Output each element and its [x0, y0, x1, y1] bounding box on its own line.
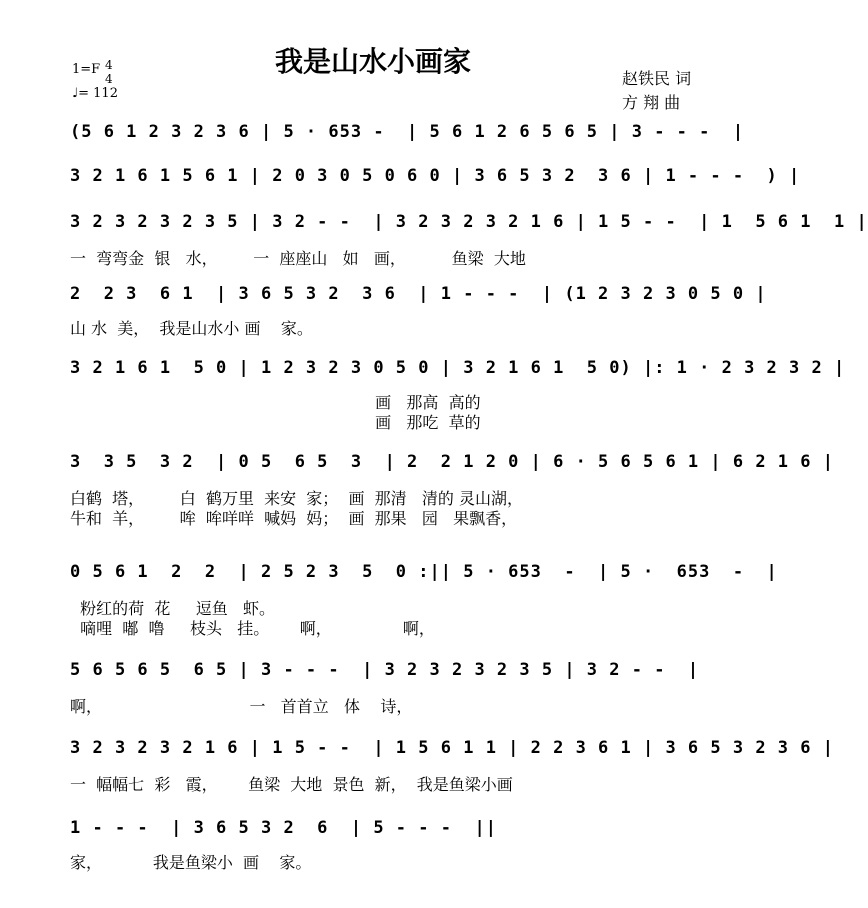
notation-row-6: 3 3 5 3 2 | 0 5 6 5 3 | 2 2 1 2 0 | 6 · 5 6 5 6 1 | 6 2 1 6 |: [70, 452, 834, 472]
lyrics-row-10: 家， 我是鱼梁小 画 家。: [70, 853, 312, 872]
time-signature: [105, 58, 113, 86]
lyrics-row-6-verse-1: 白鹤 塔， 白 鹤万里 来安 家； 画 那清 清的 灵山湖，: [70, 489, 523, 508]
lyrics-row-5-verse-1: 画 那高 高的: [70, 393, 481, 412]
notation-row-4: 2 2 3 6 1 | 3 6 5 3 2 3 6 | 1 - - - | (1 2 3 2 3 0 5 0 |: [70, 284, 767, 304]
notation-row-3: 3 2 3 2 3 2 3 5 | 3 2 - - | 3 2 3 2 3 2 1 6 | 1 5 - - | 1 5 6 1 1 |: [70, 212, 868, 232]
lyrics-row-5-verse-2: 画 那吃 草的: [70, 413, 481, 432]
lyrics-row-7-verse-1: 粉红的荷 花 逗鱼 虾。: [70, 599, 276, 618]
lyrics-row-3: 一 弯弯金 银 水， 一 座座山 如 画， 鱼梁 大地: [70, 249, 526, 268]
composer-credit: 方 翔 曲: [622, 93, 681, 112]
lyrics-row-9: 一 幅幅七 彩 霞， 鱼梁 大地 景色 新， 我是鱼梁小画: [70, 775, 513, 794]
lyrics-row-7-verse-2: 嘀哩 嘟 噜 枝头 挂。 啊， 啊，: [70, 619, 435, 638]
score-row-1: [70, 122, 745, 162]
time-signature-top: 4: [105, 58, 113, 72]
notation-row-9: 3 2 3 2 3 2 1 6 | 1 5 - - | 1 5 6 1 1 | 2 2 3 6 1 | 3 6 5 3 2 3 6 |: [70, 738, 834, 758]
notation-row-5: 3 2 1 6 1 5 0 | 1 2 3 2 3 0 5 0 | 3 2 1 6 1 5 0) |: 1 · 2 3 2 3 2 |: [70, 358, 846, 378]
lyricist-credit: 赵铁民 词: [622, 69, 692, 88]
key-signature: 1=F: [72, 62, 101, 77]
notation-row-1: (5 6 1 2 3 2 3 6 | 5 · 653 - | 5 6 1 2 6 5 6 5 | 3 - - - |: [70, 122, 745, 142]
notation-row-7: 0 5 6 1 2 2 | 2 5 2 3 5 0 :|| 5 · 653 - | 5 · 653 - |: [70, 562, 778, 582]
time-signature-bottom: 4: [105, 72, 113, 86]
notation-row-2: 3 2 1 6 1 5 6 1 | 2 0 3 0 5 0 6 0 | 3 6 5 3 2 3 6 | 1 - - - ) |: [70, 166, 801, 186]
score-row-2: [70, 166, 801, 206]
lyrics-row-4: 山 水 美， 我是山水小 画 家。: [70, 319, 313, 338]
lyrics-row-6-verse-2: 牛和 羊， 哞 哞咩咩 喊妈 妈； 画 那果 园 果飘香，: [70, 509, 518, 528]
tempo-marking: ♩= 112: [72, 86, 118, 101]
song-title: 我是山水小画家: [274, 45, 471, 78]
notation-row-8: 5 6 5 6 5 6 5 | 3 - - - | 3 2 3 2 3 2 3 5 | 3 2 - - |: [70, 660, 700, 680]
lyrics-row-8: 啊， 一 首首立 体 诗，: [70, 697, 413, 716]
notation-row-10: 1 - - - | 3 6 5 3 2 6 | 5 - - - ||: [70, 818, 497, 838]
